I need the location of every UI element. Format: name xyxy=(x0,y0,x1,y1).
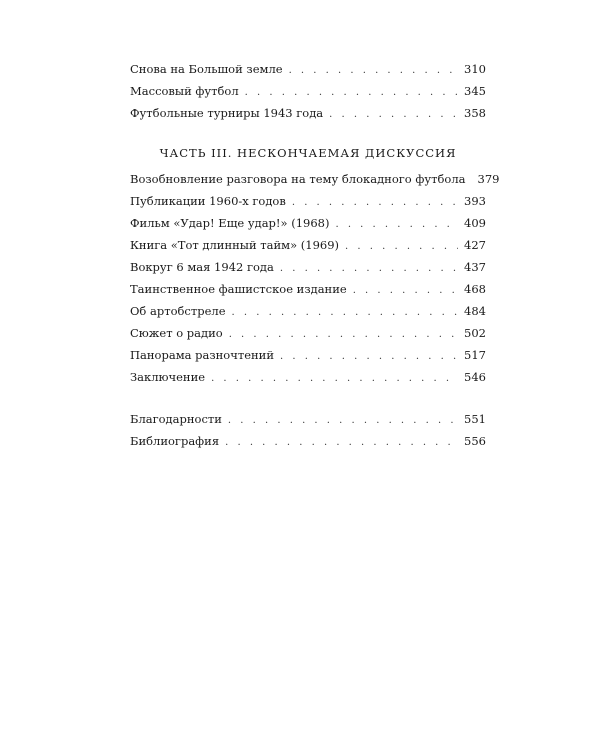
toc-entry xyxy=(130,300,486,322)
toc-entry-page: 427 xyxy=(464,238,486,252)
toc-entry xyxy=(130,256,486,278)
dot-leader xyxy=(280,346,458,368)
dot-leader xyxy=(232,302,458,324)
toc-entry xyxy=(130,212,486,234)
dot-leader xyxy=(289,60,458,82)
toc-entry-page: 345 xyxy=(464,84,486,98)
toc-group-part3 xyxy=(130,168,500,388)
toc-entry-title: Об артобстреле xyxy=(130,304,226,318)
dot-leader xyxy=(345,236,458,258)
toc-entry-title: Сюжет о радио xyxy=(130,326,223,340)
dot-leader xyxy=(228,410,458,432)
dot-leader xyxy=(335,214,458,236)
toc-entry xyxy=(130,58,486,80)
toc-entry-page: 393 xyxy=(464,194,486,208)
toc-entry xyxy=(130,278,486,300)
toc-entry-page: 484 xyxy=(464,304,486,318)
toc-entry xyxy=(130,168,500,190)
toc-entry-title: Панорама разночтений xyxy=(130,348,274,362)
toc-entry-title: Фильм «Удар! Еще удар!» (1968) xyxy=(130,216,330,230)
table-of-contents xyxy=(130,58,500,452)
toc-entry xyxy=(130,322,486,344)
toc-entry-title: Книга «Тот длинный тайм» (1969) xyxy=(130,238,340,252)
toc-entry-page: 358 xyxy=(464,106,486,120)
toc-entry-title: Массовый футбол xyxy=(130,84,239,98)
dot-leader xyxy=(280,258,458,280)
toc-entry-page: 546 xyxy=(464,370,486,384)
part-heading: ЧАСТЬ III. НЕСКОНЧАЕМАЯ ДИСКУССИЯ xyxy=(159,146,457,160)
dot-leader xyxy=(329,104,458,126)
toc-entry-page: 551 xyxy=(464,412,486,426)
dot-leader xyxy=(292,192,458,214)
toc-entry-title: Футбольные турниры 1943 года xyxy=(130,106,324,120)
dot-leader xyxy=(245,82,458,104)
toc-entry-page: 437 xyxy=(464,260,486,274)
toc-entry xyxy=(130,344,486,366)
toc-entry-title: Таинственное фашистское издание xyxy=(130,282,347,296)
toc-entry-title: Вокруг 6 мая 1942 года xyxy=(130,260,274,274)
dot-leader xyxy=(225,432,458,454)
toc-entry-page: 556 xyxy=(464,434,486,448)
toc-entry-page: 502 xyxy=(464,326,486,340)
toc-entry-title: Возобновление разговора на тему блокадного футбола xyxy=(130,172,466,186)
toc-entry-title: Публикации 1960-х годов xyxy=(130,194,286,208)
toc-entry xyxy=(130,430,486,452)
toc-entry xyxy=(130,234,486,256)
toc-group-top xyxy=(130,58,486,124)
toc-entry-title: Заключение xyxy=(130,370,206,384)
toc-entry xyxy=(130,366,486,388)
toc-entry-title: Благодарности xyxy=(130,412,222,426)
toc-entry-title: Снова на Большой земле xyxy=(130,62,283,76)
toc-entry-page: 310 xyxy=(464,62,486,76)
toc-entry-title: Библиография xyxy=(130,434,220,448)
dot-leader xyxy=(211,368,458,390)
toc-entry xyxy=(130,80,486,102)
toc-entry xyxy=(130,190,486,212)
toc-group-back-matter xyxy=(130,408,486,452)
toc-entry-page: 468 xyxy=(464,282,486,296)
dot-leader xyxy=(353,280,458,302)
toc-entry xyxy=(130,102,486,124)
toc-entry-page: 379 xyxy=(477,172,500,186)
dot-leader xyxy=(229,324,458,346)
toc-entry xyxy=(130,408,486,430)
toc-entry-page: 409 xyxy=(464,216,486,230)
toc-entry-page: 517 xyxy=(464,348,486,362)
